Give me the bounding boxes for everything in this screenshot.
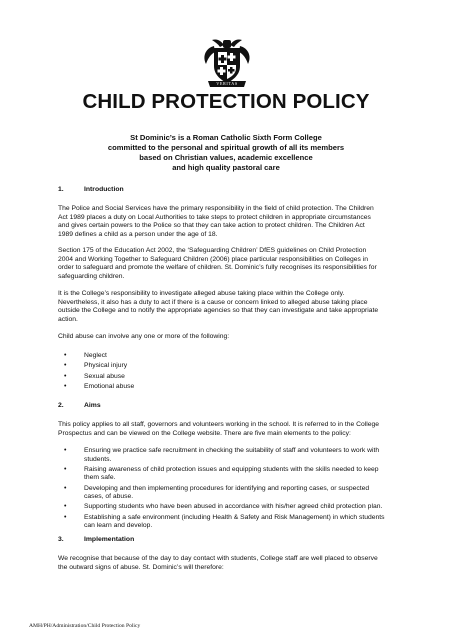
list-item-text: them safe. bbox=[84, 474, 116, 482]
section-title: Introduction bbox=[84, 186, 124, 193]
text-line: Prospectus and can be viewed on the College website. There are five main elements to the policy: bbox=[58, 429, 351, 437]
list-item bbox=[60, 466, 385, 483]
list-item bbox=[60, 503, 385, 512]
aims-elements-list bbox=[60, 447, 385, 532]
section-title: Aims bbox=[84, 402, 101, 409]
list-item-text: Developing and then implementing procedures for identifying and reporting cases, or suspected bbox=[84, 484, 370, 492]
mission-line: based on Christian values, academic excellence bbox=[139, 152, 313, 162]
list-item bbox=[60, 447, 385, 464]
list-item-text: cases, of abuse. bbox=[84, 493, 134, 501]
bullet-icon: • bbox=[64, 503, 67, 511]
mission-line: committed to the personal and spiritual growth of all its members bbox=[107, 142, 345, 152]
text-line: It is the College’s responsibility to investigate alleged abuse taking place within the College only. bbox=[58, 290, 345, 297]
bullet-icon: • bbox=[64, 513, 67, 521]
text-line: 1989 defines a child as a person under the age of 18. bbox=[58, 230, 218, 238]
section-number: 1. bbox=[58, 186, 64, 193]
list-item bbox=[60, 372, 134, 382]
text-line: This policy applies to all staff, governors and volunteers working in the school. It is referred to in the College bbox=[58, 421, 380, 428]
text-line: We recognise that because of the day to day contact with students, College staff are well placed to observe bbox=[58, 555, 378, 562]
section-title: Implementation bbox=[84, 536, 135, 543]
list-item-text: Sexual abuse bbox=[84, 372, 125, 380]
text-line: and gives certain powers to the Police so that they can take action to protect children. The Children Act bbox=[58, 222, 365, 229]
bullet-icon: • bbox=[64, 382, 67, 390]
bullet-icon: • bbox=[64, 484, 67, 492]
list-item-text: Ensuring we practice safe recruitment in checking the suitability of staff and volunteers to work with bbox=[84, 447, 380, 454]
footer-document-path: AMH/PH/Administration/Child Protection Policy bbox=[29, 623, 141, 629]
list-item-text: Neglect bbox=[84, 352, 107, 359]
mission-line: St Dominic’s is a Roman Catholic Sixth Form College bbox=[130, 133, 322, 142]
list-item bbox=[60, 514, 385, 531]
text-line: 2004 and Working Together to Safeguard Children (2006) place particular responsibilities on Colleges in bbox=[58, 255, 369, 263]
mission-line: and high quality pastoral care bbox=[172, 162, 280, 172]
text-line: Child abuse can involve any one or more of the following: bbox=[58, 333, 230, 340]
bullet-icon: • bbox=[64, 352, 67, 359]
bullet-icon: • bbox=[64, 465, 67, 473]
text-line: safeguarding children. bbox=[58, 272, 125, 280]
text-line: The Police and Social Services have the primary responsibility in the field of child protection. The Children bbox=[58, 205, 374, 212]
section-number: 3. bbox=[58, 536, 64, 543]
college-crest-logo bbox=[200, 38, 254, 88]
list-item-text: can learn and develop. bbox=[84, 522, 153, 530]
list-item-text: Physical injury bbox=[84, 362, 128, 370]
text-line: the outward signs of abuse. St. Dominic’s will therefore: bbox=[58, 563, 224, 571]
text-line: action. bbox=[58, 315, 78, 323]
abuse-intro bbox=[58, 333, 398, 342]
mission-statement bbox=[0, 133, 452, 173]
text-line: Nevertheless, it also has a duty to act if there is a cause or concern linked to alleged abuse taking place bbox=[58, 298, 368, 306]
bullet-icon: • bbox=[64, 362, 67, 370]
paragraph-aims bbox=[58, 421, 398, 438]
list-item-text: Supporting students who have been abused in accordance with his/her agreed child protection plan. bbox=[84, 503, 383, 511]
text-line: Section 175 of the Education Act 2002, the ‘Safeguarding Children’ DfES guidelines on Child Protection bbox=[58, 247, 367, 254]
paragraph-introduction-2 bbox=[58, 247, 398, 281]
text-line: order to safeguard and promote the welfare of children. St. Dominic’s fully recognises its responsibilities for bbox=[58, 264, 377, 271]
list-item bbox=[60, 485, 385, 502]
section-number: 2. bbox=[58, 402, 64, 409]
list-item-text: Establishing a safe environment (including Health & Safety and Risk Management) in which students bbox=[84, 513, 385, 521]
list-item-text: Raising awareness of child protection issues and equipping students with the skills needed to keep bbox=[84, 465, 379, 473]
section-heading-aims bbox=[58, 402, 101, 409]
list-item-text: Emotional abuse bbox=[84, 382, 135, 390]
list-item bbox=[60, 361, 134, 371]
crest-motto: VERITAS bbox=[216, 80, 238, 86]
list-item-text: students. bbox=[84, 455, 112, 463]
paragraph-implementation bbox=[58, 555, 398, 572]
section-heading-implementation bbox=[58, 536, 134, 543]
page-title: CHILD PROTECTION POLICY bbox=[82, 90, 370, 113]
section-heading-introduction bbox=[58, 186, 124, 193]
bullet-icon: • bbox=[64, 372, 67, 380]
text-line: Act 1989 places a duty on Local Authorities to take steps to protect children in appropriate circumstances bbox=[58, 213, 371, 221]
list-item bbox=[60, 382, 134, 392]
bullet-icon: • bbox=[64, 447, 67, 454]
text-line: outside the College and to notify the appropriate agencies so that they can investigate and take appropriate bbox=[58, 307, 379, 314]
paragraph-introduction-3 bbox=[58, 290, 398, 324]
list-item bbox=[60, 351, 134, 361]
abuse-types-list bbox=[60, 351, 134, 392]
paragraph-introduction-1 bbox=[58, 205, 398, 239]
